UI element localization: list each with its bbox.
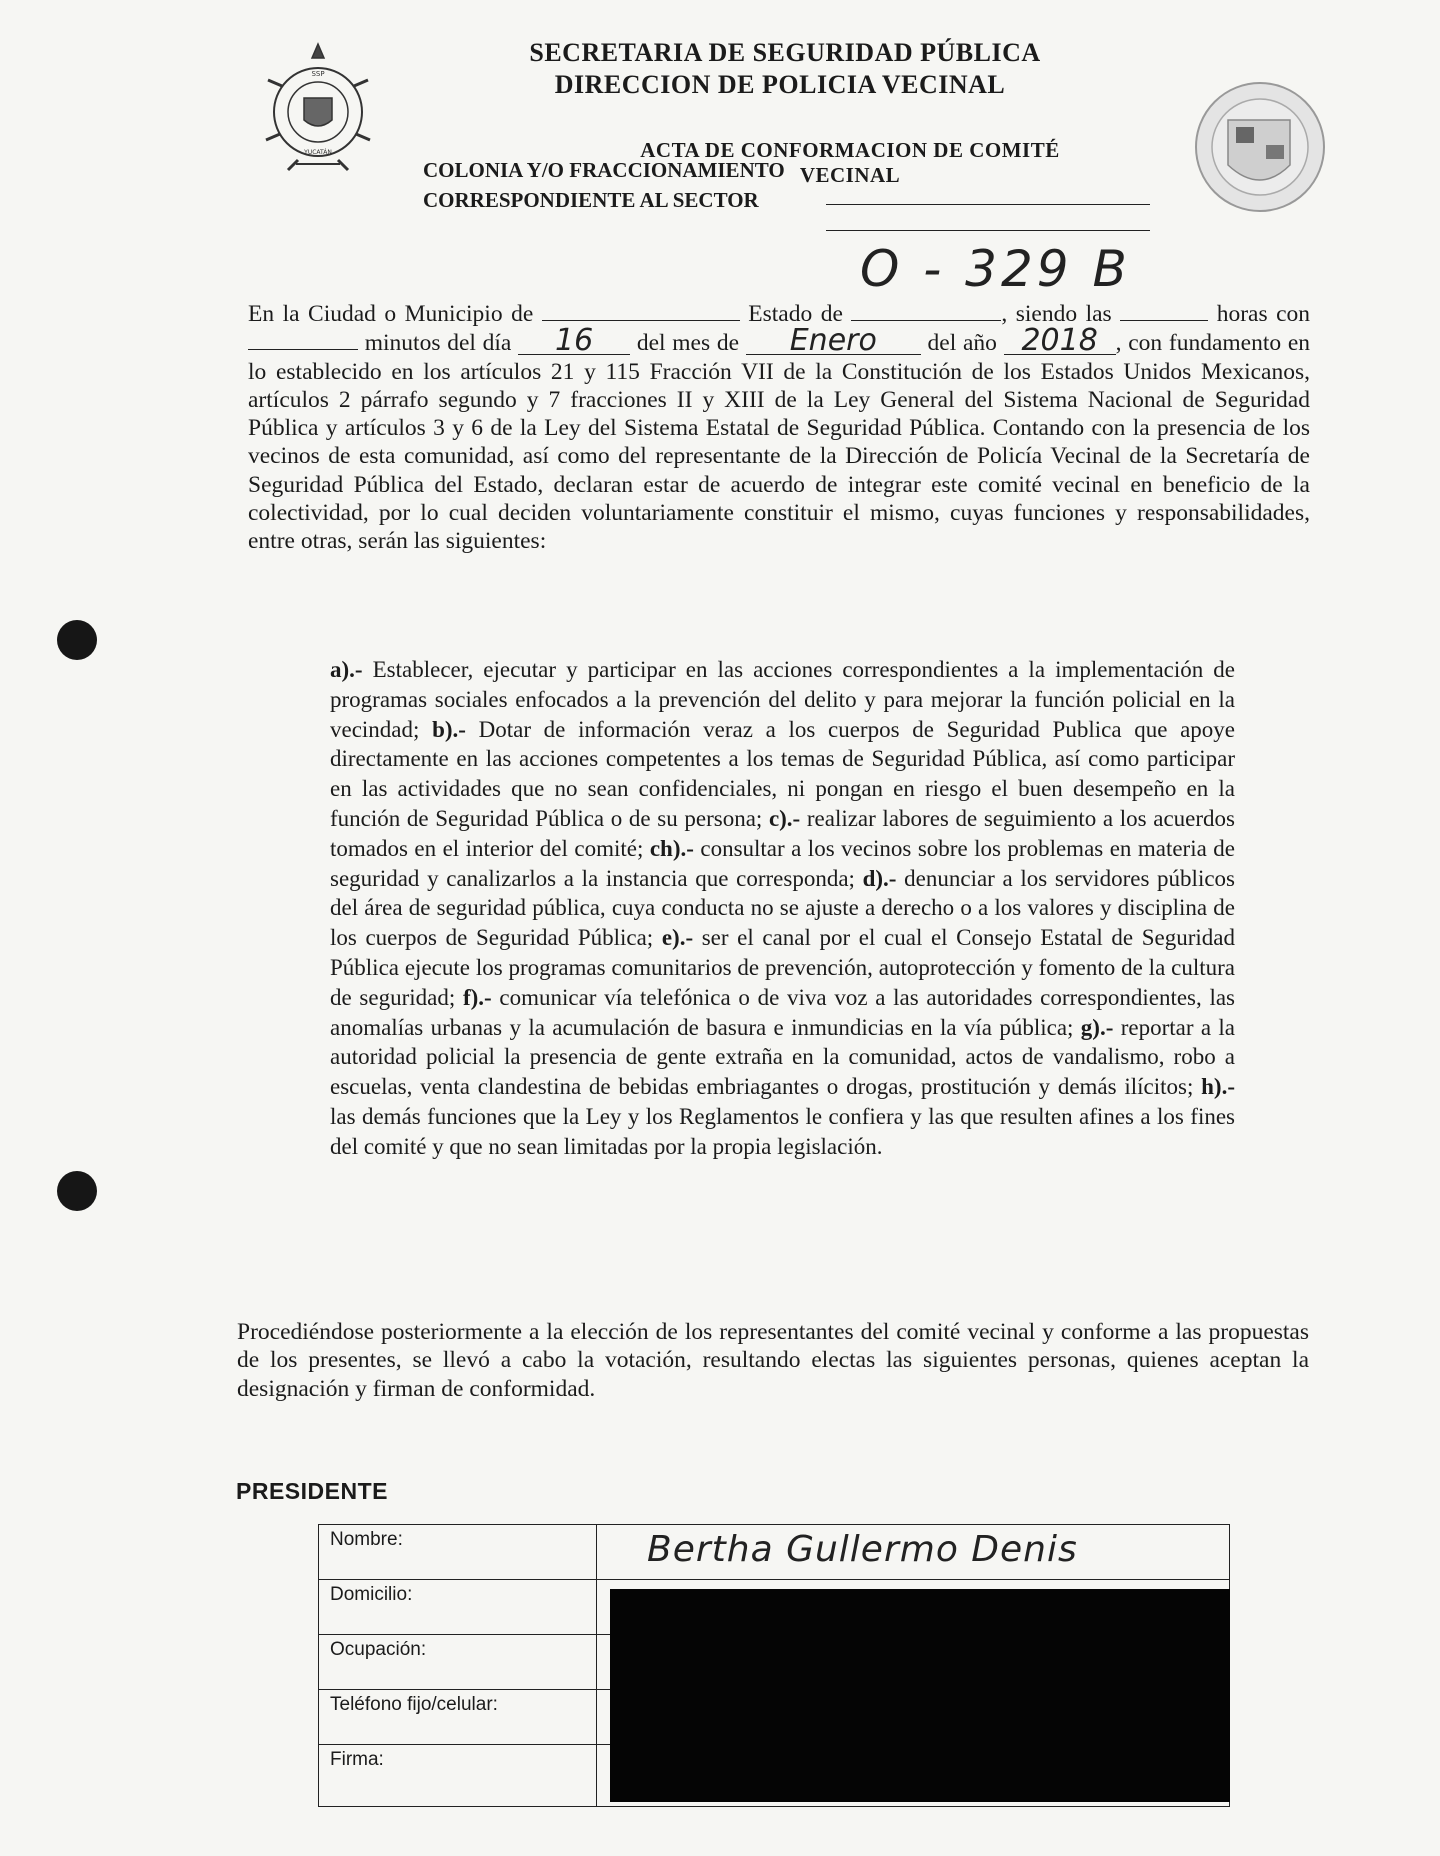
punch-hole-lower <box>57 1171 97 1211</box>
form-row-nombre <box>319 1525 1230 1580</box>
procedure-paragraph: Procediéndose posteriormente a la elección de los representantes del comité vecinal y conforme a las propuestas de los presentes, se llevó a cabo la votación, resultando electas las siguientes personas, quienes aceptan la designación y firman de conformidad. <box>237 1319 1309 1402</box>
handwritten-month: Enero <box>746 328 921 355</box>
header-colonia-label: COLONIA Y/O FRACCIONAMIENTO <box>423 158 785 182</box>
functions-list: a).- Establecer, ejecutar y participar en las acciones correspondientes a la implementación de programas sociales enfocados a la prevención del delito y para mejorar la función policial en la vecindad; b).- Dotar de información veraz a los cuerpos de Seguridad Publica que apoye directamente en las acciones competentes a los temas de Seguridad Pública, así como participar en las actividades que no sean confidenciales, ni pongan en riesgo el buen desempeño en la función de Seguridad Pública o de su persona; c).- realizar labores de seguimiento a los acuerdos tomados en el interior del comité; ch).- consultar a los vecinos sobre los problemas en materia de seguridad y canalizarlos a la instancia que corresponda; d).- denunciar a los servidores públicos del área de seguridad pública, cuya conducta no se ajuste a derecho o a los valores y disciplina de los cuerpos de Seguridad Pública; e).- ser el canal por el cual el Consejo Estatal de Seguridad Pública ejecute los programas comunitarios de prevención, autoprotección y fomento de la cultura de seguridad; f).- comunicar vía telefónica o de viva voz a las autoridades correspondientes, las anomalías urbanas y la acumulación de basura e inmundicias en la vía pública; g).- reportar a la autoridad policial la presencia de gente extraña en la comunidad, actos de vandalismo, robo a escuelas, venta clandestina de bebidas embriagantes o drogas, prostitución y demás ilícitos; h).- las demás funciones que la Ley y los Reglamentos le confiera y las que resulten afines a los fines del comité y que no sean limitadas por la propia legislación. <box>330 657 1236 1159</box>
domicilio-label: Domicilio: <box>319 1580 597 1635</box>
handwritten-folio: O - 329 B <box>860 240 1131 298</box>
intro-paragraph: En la Ciudad o Municipio de Estado de , siendo las horas con minutos del día 16 del mes de Enero del año 2018 , con fundamento en lo establecido en los artículos 21 y 115 Fracción VII de la Constitución de los Estados Unidos Mexicanos, artículos 2 párrafo segundo y 7 fracciones II y XIII de la Ley General del Sistema Nacional de Seguridad Pública y artículos 3 y 6 de la Ley del Sistema Estatal de Seguridad Pública. Contando con la presencia de los vecinos de esta comunidad, así como del representante de la Dirección de Policía Vecinal de la Secretaría de Seguridad Pública del Estado, declaran estar de acuerdo de integrar este comité vecinal en beneficio de la colectividad, por lo cual deciden voluntariamente constituir el mismo, cuyas funciones y responsabilidades, entre otras, serán las siguientes: <box>248 301 1311 555</box>
header-direction: DIRECCION DE POLICIA VECINAL <box>554 70 1006 99</box>
ssp-seal-icon <box>258 40 378 180</box>
role-heading: PRESIDENTE <box>236 1478 388 1504</box>
firma-label: Firma: <box>319 1745 597 1807</box>
header-act-title: ACTA DE CONFORMACION DE COMITÉ VECINAL <box>640 138 1060 187</box>
svg-text:YUCATÁN: YUCATÁN <box>304 149 332 156</box>
svg-text:SSP: SSP <box>311 70 325 78</box>
nombre-label: Nombre: <box>319 1525 597 1580</box>
handwritten-year: 2018 <box>1004 328 1116 355</box>
redaction-block <box>610 1589 1230 1802</box>
handwritten-day: 16 <box>518 328 630 355</box>
handwritten-name: Bertha Gullermo Denis <box>647 1529 1078 1570</box>
telefono-label: Teléfono fijo/celular: <box>319 1690 597 1745</box>
header-ministry: SECRETARIA DE SEGURIDAD PÚBLICA <box>529 38 1041 67</box>
sector-blank <box>826 230 1150 231</box>
ocupacion-label: Ocupación: <box>319 1635 597 1690</box>
punch-hole-upper <box>57 620 97 660</box>
header-sector-label: CORRESPONDIENTE AL SECTOR <box>423 188 759 212</box>
colonia-blank <box>826 204 1150 205</box>
consejo-estatal-seal-icon <box>1190 75 1330 220</box>
